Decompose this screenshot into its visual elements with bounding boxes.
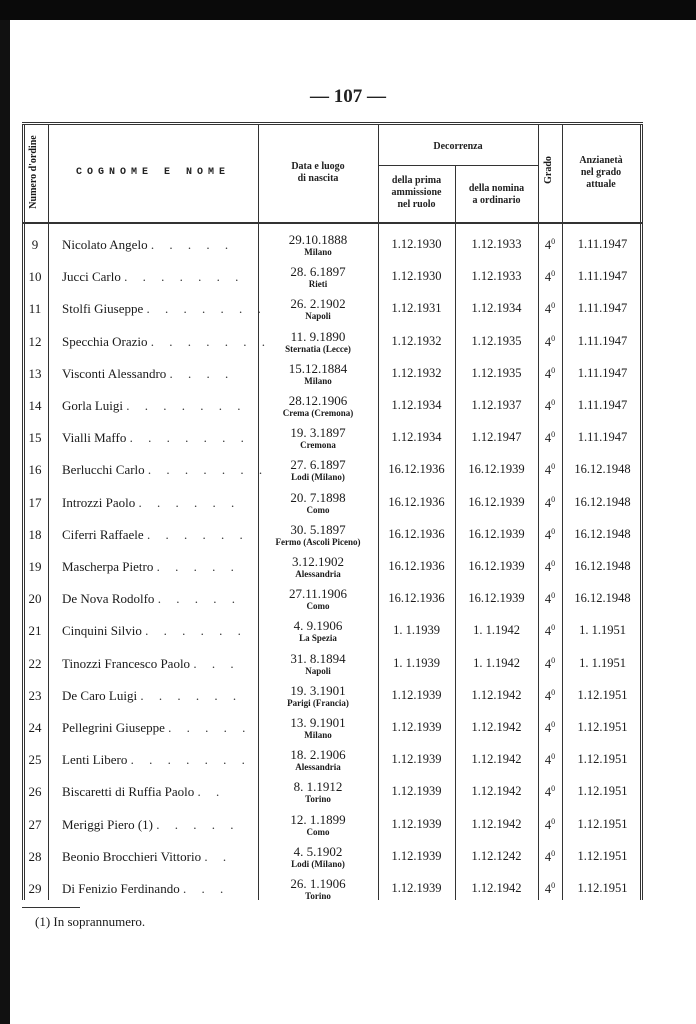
leader-dots: . . . . . .	[138, 494, 241, 510]
birth-date: 13. 9.1901	[290, 715, 346, 730]
leader-dots: . . . .	[169, 365, 235, 381]
row-anzianita: 1.12.1951	[577, 752, 628, 767]
row-birth	[258, 587, 378, 611]
birth-place: Rieti	[308, 279, 328, 290]
table-row	[22, 424, 643, 456]
row-anzianita: 1.12.1951	[577, 687, 628, 702]
grado-suffix: 0	[551, 623, 556, 633]
row-prima-ammissione: 1.12.1931	[391, 301, 442, 316]
row-grado: $4^0$	[544, 559, 556, 575]
row-anzianita: 1.12.1951	[577, 848, 628, 863]
row-nomina-ordinario: 1.12.1935	[471, 365, 522, 380]
row-anzianita: 1.11.1947	[577, 301, 628, 316]
grado-suffix: 0	[551, 526, 556, 536]
row-nomina-ordinario: 1.12.1942	[471, 752, 522, 767]
leader-dots: . . . . .	[168, 720, 252, 735]
header-decorrenza: Decorrenza	[433, 141, 483, 152]
leader-dots: . . . . . . .	[126, 398, 247, 413]
row-grado: $4^0$	[544, 526, 556, 542]
row-prima-ammissione: 16.12.1936	[388, 526, 445, 541]
header-nomina-ordinario: della nomina a ordinario	[468, 183, 525, 206]
birth-date: 19. 3.1897	[290, 425, 346, 441]
row-name: Tinozzi Francesco Paolo . . .	[62, 655, 240, 671]
row-birth	[258, 748, 378, 772]
row-number: 20	[28, 591, 42, 607]
row-number: 27	[28, 816, 42, 832]
grado-suffix: 0	[551, 237, 556, 246]
decorrenza-divider	[378, 165, 538, 166]
birth-place: Sternatia (Lecce)	[285, 343, 351, 354]
leader-dots: . . .	[182, 881, 230, 896]
row-name: Mascherpa Pietro . . . . .	[62, 559, 240, 574]
personnel-table	[22, 122, 643, 900]
table-row	[22, 231, 643, 263]
row-nomina-ordinario: 1.12.1942	[471, 816, 522, 831]
leader-dots: . . . . . .	[145, 623, 247, 639]
leader-dots: . . . . . . .	[150, 333, 272, 349]
row-anzianita: 1.12.1951	[577, 881, 628, 895]
row-prima-ammissione: 16.12.1936	[388, 559, 445, 573]
row-birth	[258, 780, 378, 804]
header-anzianita: Anzianetà nel grado attuale	[579, 155, 623, 190]
row-anzianita: 1.11.1947	[577, 237, 628, 251]
header-prima-ammissione: della prima ammissione nel ruolo	[391, 175, 442, 210]
table-row	[22, 521, 643, 553]
birth-date: 26. 1.1906	[290, 876, 346, 891]
row-nomina-ordinario: 1.12.1935	[471, 333, 522, 348]
table-row	[22, 489, 643, 521]
birth-date: 29.10.1888	[288, 232, 348, 247]
grado-suffix: 0	[551, 848, 556, 858]
birth-date: 20. 7.1898	[290, 489, 346, 505]
row-name: Vialli Maffo . . . . . . .	[62, 430, 250, 446]
table-row	[22, 456, 643, 488]
birth-place: Crema (Cremona)	[282, 408, 354, 418]
leader-dots: . . . . .	[156, 816, 240, 832]
birth-place: Alessandria	[295, 569, 341, 579]
row-name: Gorla Luigi . . . . . . .	[62, 398, 247, 413]
row-grado: $4^0$	[544, 237, 556, 253]
header-numero: Numero d'ordine	[28, 135, 39, 209]
birth-date: 27. 6.1897	[290, 457, 346, 473]
row-grado: $4^0$	[544, 752, 556, 768]
row-prima-ammissione: 1.12.1939	[391, 752, 442, 767]
row-birth	[258, 684, 378, 708]
row-number: 16	[28, 462, 42, 478]
row-number: 17	[28, 494, 42, 510]
row-birth	[258, 491, 378, 515]
row-number: 26	[28, 784, 42, 800]
row-number: 9	[31, 237, 39, 252]
row-grado: $4^0$	[544, 269, 556, 285]
row-anzianita: 1. 1.1951	[579, 655, 626, 670]
grado-suffix: 0	[551, 494, 556, 504]
leader-dots: . . . . . . .	[147, 462, 269, 478]
row-nomina-ordinario: 1.12.1947	[471, 430, 522, 445]
row-name: Beonio Brocchieri Vittorio . .	[62, 848, 233, 864]
row-number: 11	[28, 301, 42, 317]
row-name: Stolfi Giuseppe . . . . . . .	[62, 301, 267, 317]
row-birth	[258, 330, 378, 354]
table-row	[22, 714, 643, 746]
table-row	[22, 811, 643, 843]
row-prima-ammissione: 1.12.1934	[391, 398, 442, 412]
table-row	[22, 585, 643, 617]
birth-date: 30. 5.1897	[290, 521, 346, 537]
birth-place: Milano	[304, 375, 332, 386]
birth-place: Milano	[304, 730, 332, 740]
row-name: Cinquini Silvio . . . . . .	[62, 623, 247, 639]
leader-dots: . . . . . .	[146, 526, 249, 542]
birth-place: Cremona	[300, 440, 336, 451]
row-birth	[258, 426, 378, 450]
leader-dots: . . . . . .	[140, 687, 243, 703]
birth-place: Como	[306, 504, 330, 515]
table-row	[22, 328, 643, 360]
leader-dots: . . . . . . .	[129, 430, 250, 446]
header-bottom-rule	[22, 222, 643, 224]
row-anzianita: 16.12.1948	[574, 462, 631, 477]
birth-place: Parigi (Francia)	[287, 697, 349, 708]
birth-date: 3.12.1902	[292, 554, 344, 569]
birth-date: 19. 3.1901	[290, 682, 346, 698]
table-row	[22, 682, 643, 714]
grado-suffix: 0	[551, 365, 556, 375]
header-data-luogo: Data e luogo di nascita	[291, 161, 345, 184]
birth-date: 11. 9.1890	[290, 328, 346, 344]
row-birth	[258, 265, 378, 289]
birth-date: 26. 2.1902	[290, 296, 346, 312]
row-nomina-ordinario: 1.12.1933	[471, 237, 522, 251]
leader-dots: . . .	[193, 655, 240, 671]
row-prima-ammissione: 1.12.1930	[391, 269, 442, 284]
row-grado: $4^0$	[544, 623, 556, 639]
birth-place: Torino	[305, 794, 331, 805]
row-birth	[258, 233, 378, 257]
row-nomina-ordinario: 1. 1.1942	[473, 655, 520, 670]
row-name: Nicolato Angelo . . . . .	[62, 237, 235, 252]
row-name: Biscaretti di Ruffia Paolo . .	[62, 784, 226, 800]
row-nomina-ordinario: 16.12.1939	[468, 494, 525, 509]
grado-suffix: 0	[551, 720, 556, 729]
row-prima-ammissione: 16.12.1936	[388, 462, 445, 477]
row-birth	[258, 716, 378, 740]
row-grado: $4^0$	[544, 720, 556, 736]
row-nomina-ordinario: 1.12.1934	[471, 301, 522, 316]
row-birth	[258, 555, 378, 579]
table-row	[22, 746, 643, 778]
row-anzianita: 1. 1.1951	[579, 623, 626, 638]
grado-suffix: 0	[551, 591, 556, 601]
leader-dots: . . . . .	[150, 237, 235, 252]
grado-suffix: 0	[551, 784, 556, 794]
row-name: Specchia Orazio . . . . . . .	[62, 333, 272, 349]
scan-top-edge	[0, 0, 696, 20]
row-prima-ammissione: 1.12.1939	[391, 784, 442, 799]
birth-place: Lodi (Milano)	[291, 858, 345, 869]
birth-date: 8. 1.1912	[293, 779, 343, 795]
row-number: 29	[28, 881, 42, 896]
row-grado: $4^0$	[544, 398, 556, 414]
row-name: Pellegrini Giuseppe . . . . .	[62, 720, 252, 735]
row-prima-ammissione: 1. 1.1939	[393, 655, 440, 670]
leader-dots: . . . . .	[156, 559, 240, 574]
birth-date: 12. 1.1899	[290, 811, 346, 827]
grado-suffix: 0	[551, 559, 556, 568]
row-number: 22	[28, 655, 42, 671]
grado-suffix: 0	[551, 430, 556, 440]
row-name: Di Fenizio Ferdinando . . .	[62, 881, 230, 896]
row-prima-ammissione: 1.12.1934	[391, 430, 442, 445]
row-grado: $4^0$	[544, 430, 556, 446]
row-anzianita: 1.11.1947	[577, 430, 628, 445]
table-row	[22, 553, 643, 585]
leader-dots: . .	[197, 784, 226, 800]
row-grado: $4^0$	[544, 655, 556, 671]
leader-dots: . . . . . . .	[146, 301, 267, 317]
row-anzianita: 1.11.1947	[577, 269, 628, 284]
row-grado: $4^0$	[544, 881, 556, 897]
row-anzianita: 1.11.1947	[577, 398, 628, 412]
table-row	[22, 392, 643, 424]
row-nomina-ordinario: 1.12.1942	[471, 720, 522, 734]
row-anzianita: 1.12.1951	[577, 784, 628, 799]
birth-place: Milano	[304, 247, 332, 257]
row-number: 25	[28, 752, 42, 768]
row-number: 12	[28, 333, 42, 349]
row-nomina-ordinario: 1.12.1942	[471, 687, 522, 702]
page-number: — 107 —	[310, 86, 386, 107]
row-grado: $4^0$	[544, 365, 556, 381]
row-number: 13	[28, 365, 42, 381]
row-prima-ammissione: 16.12.1936	[388, 591, 445, 606]
birth-date: 27.11.1906	[288, 586, 348, 602]
grado-suffix: 0	[551, 398, 556, 407]
table-row	[22, 875, 643, 907]
table-row	[22, 778, 643, 810]
row-number: 14	[28, 398, 42, 413]
row-name: Jucci Carlo . . . . . . .	[62, 269, 245, 285]
row-anzianita: 16.12.1948	[574, 526, 631, 541]
birth-place: Torino	[305, 891, 331, 901]
row-number: 15	[28, 430, 42, 446]
row-birth	[258, 845, 378, 869]
row-nomina-ordinario: 1.12.1942	[471, 784, 522, 799]
row-name: Berlucchi Carlo . . . . . . .	[62, 462, 269, 478]
birth-date: 28. 6.1897	[290, 264, 346, 280]
row-anzianita: 1.12.1951	[577, 816, 628, 831]
row-grado: $4^0$	[544, 494, 556, 510]
row-prima-ammissione: 1.12.1939	[391, 687, 442, 702]
row-prima-ammissione: 1.12.1932	[391, 365, 442, 380]
row-nomina-ordinario: 1.12.1933	[471, 269, 522, 284]
grado-suffix: 0	[551, 687, 556, 697]
row-grado: $4^0$	[544, 462, 556, 478]
row-nomina-ordinario: 1.12.1937	[471, 398, 522, 412]
leader-dots: . . . . . . .	[130, 752, 251, 768]
row-grado: $4^0$	[544, 848, 556, 864]
row-birth	[258, 458, 378, 482]
row-nomina-ordinario: 1.12.1242	[471, 848, 522, 863]
leader-dots: . . . . . . .	[124, 269, 245, 285]
row-prima-ammissione: 1.12.1932	[391, 333, 442, 348]
row-birth	[258, 362, 378, 386]
row-number: 23	[28, 687, 42, 703]
row-anzianita: 16.12.1948	[574, 591, 631, 606]
birth-place: Como	[306, 601, 330, 612]
birth-place: Como	[306, 826, 330, 837]
row-nomina-ordinario: 16.12.1939	[468, 591, 525, 606]
row-name: Introzzi Paolo . . . . . .	[62, 494, 241, 510]
birth-place: Napoli	[305, 665, 331, 676]
row-birth	[258, 619, 378, 643]
row-prima-ammissione: 16.12.1936	[388, 494, 445, 509]
row-birth	[258, 394, 378, 418]
row-birth	[258, 652, 378, 676]
header-grado: Grado	[543, 156, 554, 184]
table-row	[22, 360, 643, 392]
row-anzianita: 1.11.1947	[577, 365, 628, 380]
footnote-rule	[22, 907, 80, 908]
table-row	[22, 650, 643, 682]
birth-date: 15.12.1884	[288, 360, 348, 376]
row-grado: $4^0$	[544, 591, 556, 607]
grado-suffix: 0	[551, 269, 556, 279]
row-nomina-ordinario: 1.12.1942	[471, 881, 522, 895]
row-name: Visconti Alessandro . . . .	[62, 365, 235, 381]
row-nomina-ordinario: 1. 1.1942	[473, 623, 520, 638]
row-anzianita: 1.12.1951	[577, 720, 628, 734]
row-grado: $4^0$	[544, 687, 556, 703]
row-number: 18	[28, 526, 42, 542]
row-name: Meriggi Piero (1) . . . . .	[62, 816, 240, 832]
birth-place: Alessandria	[295, 762, 341, 773]
birth-place: Napoli	[305, 311, 331, 322]
birth-date: 4. 5.1902	[293, 843, 343, 859]
birth-date: 31. 8.1894	[290, 650, 346, 666]
footnote: (1) In soprannumero.	[35, 914, 146, 929]
row-number: 28	[28, 848, 42, 864]
grado-suffix: 0	[551, 816, 556, 826]
row-prima-ammissione: 1.12.1930	[391, 237, 442, 251]
table-row	[22, 843, 643, 875]
birth-date: 28.12.1906	[288, 393, 348, 408]
grado-suffix: 0	[551, 462, 556, 472]
grado-suffix: 0	[551, 752, 556, 762]
row-name: De Nova Rodolfo . . . . .	[62, 591, 241, 607]
table-row	[22, 263, 643, 295]
row-nomina-ordinario: 16.12.1939	[468, 526, 525, 541]
table-row	[22, 295, 643, 327]
leader-dots: . .	[204, 848, 233, 864]
grado-suffix: 0	[551, 881, 556, 890]
row-grado: $4^0$	[544, 784, 556, 800]
grado-suffix: 0	[551, 333, 556, 343]
row-name: Lenti Libero . . . . . . .	[62, 752, 251, 768]
row-nomina-ordinario: 16.12.1939	[468, 559, 525, 573]
birth-date: 18. 2.1906	[290, 747, 346, 763]
row-anzianita: 16.12.1948	[574, 494, 631, 509]
row-prima-ammissione: 1.12.1939	[391, 720, 442, 734]
grado-suffix: 0	[551, 655, 556, 665]
row-name: Ciferri Raffaele . . . . . .	[62, 526, 249, 542]
header-cognome-nome: COGNOME E NOME	[75, 167, 230, 178]
birth-place: Fermo (Ascoli Piceno)	[275, 536, 361, 547]
row-anzianita: 1.11.1947	[577, 333, 628, 348]
row-birth	[258, 813, 378, 837]
row-grado: $4^0$	[544, 816, 556, 832]
row-grado: $4^0$	[544, 333, 556, 349]
leader-dots: . . . . .	[157, 591, 241, 607]
row-number: 19	[28, 559, 42, 574]
scan-left-edge	[0, 20, 10, 1024]
grado-suffix: 0	[551, 301, 556, 311]
birth-place: Lodi (Milano)	[291, 472, 345, 483]
row-name: De Caro Luigi . . . . . .	[62, 687, 243, 703]
birth-place: La Spezia	[299, 633, 337, 644]
birth-date: 4. 9.1906	[293, 618, 343, 634]
row-number: 24	[28, 720, 42, 735]
row-grado: $4^0$	[544, 301, 556, 317]
row-prima-ammissione: 1.12.1939	[391, 881, 442, 895]
row-number: 21	[28, 623, 42, 639]
row-birth	[258, 877, 378, 901]
row-prima-ammissione: 1. 1.1939	[393, 623, 440, 638]
table-row	[22, 617, 643, 649]
row-birth	[258, 523, 378, 547]
row-birth	[258, 297, 378, 321]
row-prima-ammissione: 1.12.1939	[391, 816, 442, 831]
row-anzianita: 16.12.1948	[574, 559, 631, 573]
row-prima-ammissione: 1.12.1939	[391, 848, 442, 863]
row-nomina-ordinario: 16.12.1939	[468, 462, 525, 477]
row-number: 10	[28, 269, 42, 285]
